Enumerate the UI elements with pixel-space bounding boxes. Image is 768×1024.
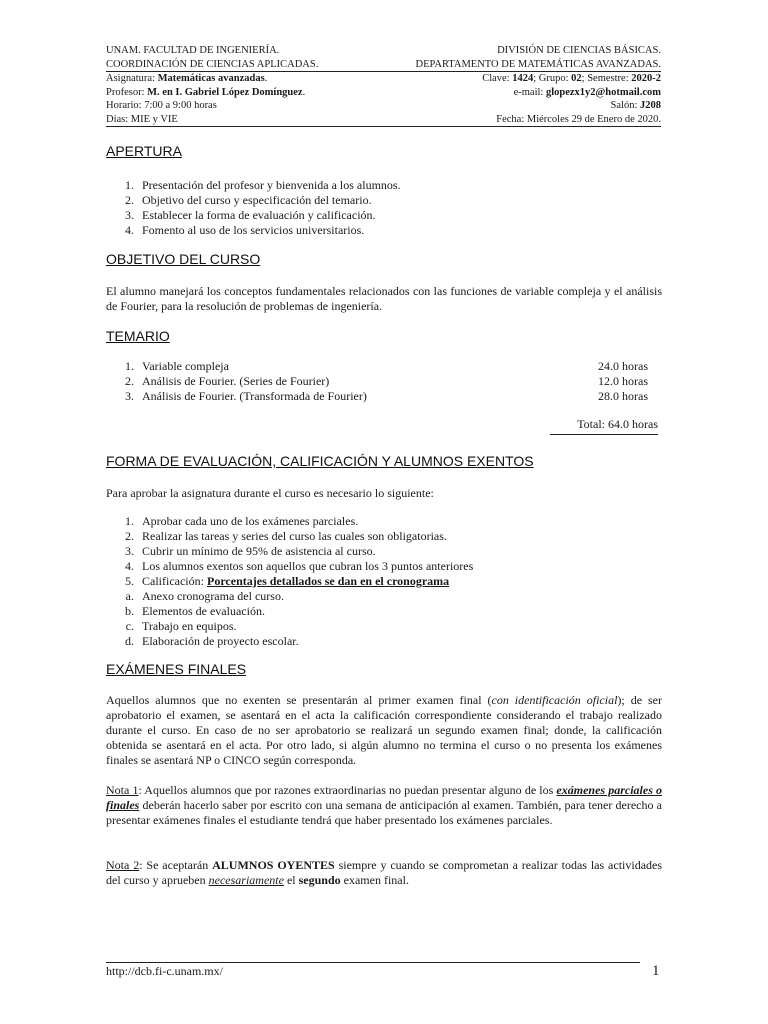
temario-total: Total: 64.0 horas xyxy=(577,417,658,431)
temario-row: 2. Análisis de Fourier. (Series de Fourier) 12.0 horas xyxy=(125,374,648,388)
clave-value: 1424 xyxy=(512,73,534,84)
fecha-text: Fecha: Miércoles 29 de Enero de 2020. xyxy=(496,113,661,125)
list-item: 2. Objetivo del curso y especificación del temario. xyxy=(125,193,372,207)
temario-list xyxy=(106,359,648,404)
email-value[interactable]: glopezx1y2@hotmail.com xyxy=(545,86,661,98)
salon-label: Salón: xyxy=(610,100,640,111)
clave-label: Clave: xyxy=(482,73,513,84)
header-coordination: COORDINACIÓN DE CIENCIAS APLICADAS. xyxy=(106,58,319,70)
asignatura-label: Asignatura: xyxy=(106,73,158,84)
list-item: 1. Aprobar cada uno de los exámenes parciales. xyxy=(125,514,359,528)
list-item: 4. Los alumnos exentos son aquellos que cubran los 3 puntos anteriores xyxy=(125,559,474,573)
objetivo-title: OBJETIVO DEL CURSO xyxy=(106,251,261,267)
list-item: 2. Realizar las tareas y series del curso las cuales son obligatorias. xyxy=(125,529,447,543)
evaluacion-title: FORMA DE EVALUACIÓN, CALIFICACIÓN Y ALUMNOS EXENTOS xyxy=(106,453,534,469)
cronograma-note: Porcentajes detallados se dan en el cronograma xyxy=(206,574,450,588)
list-item: 5. Calificación: Porcentajes detallados se dan en el cronograma xyxy=(125,574,450,588)
footer-divider xyxy=(106,962,640,963)
header-department: DEPARTAMENTO DE MATEMÁTICAS AVANZADAS. xyxy=(415,58,661,70)
sub-list-item: b. Elementos de evaluación. xyxy=(125,604,265,618)
grupo-value: 02 xyxy=(571,73,582,84)
list-item: 1. Presentación del profesor y bienvenida a los alumnos. xyxy=(125,178,401,192)
header-division: DIVISIÓN DE CIENCIAS BÁSICAS. xyxy=(497,45,661,56)
page-number: 1 xyxy=(652,963,660,979)
sub-list-item: d. Elaboración de proyecto escolar. xyxy=(125,634,299,648)
list-item: 3. Establecer la forma de evaluación y calificación. xyxy=(125,208,376,222)
total-underline xyxy=(550,434,658,435)
nota2-paragraph: Nota 2: Se aceptarán ALUMNOS OYENTES siempre y cuando se comprometan a realizar todas las actividades del curso y aprueben necesariamente el segundo examen final. xyxy=(106,858,663,887)
profesor-value: M. en I. Gabriel López Domínguez xyxy=(147,86,303,98)
email-label: e-mail: xyxy=(513,86,546,98)
salon-value: J208 xyxy=(640,100,661,111)
finales-paragraph: Aquellos alumnos que no exenten se presentarán al primer examen final (con identificación oficial); de ser aprobatorio el examen, se asentará en el acta la calificación correspondiente considerando el trabajo realizado durante el curso. En caso de no ser aprobatorio se realizará un segundo examen final; donde, la calificación obtenida se asentará en el acta. Por otro lado, si algún alumno no termina el curso o no presenta los exámenes finales se asentará NP o CINCO según corresponda. xyxy=(106,693,662,767)
footer-url[interactable]: http://dcb.fi-c.unam.mx/ xyxy=(106,964,223,978)
semestre-label: ; Semestre: xyxy=(581,73,632,84)
asignatura-value: Matemáticas avanzadas xyxy=(157,73,265,84)
header-institution: UNAM. FACULTAD DE INGENIERÍA. xyxy=(106,45,280,56)
dias-text: Días: MIE y VIE xyxy=(106,113,178,125)
temario-row: 3. Análisis de Fourier. (Transformada de Fourier) 28.0 horas xyxy=(125,389,648,403)
profesor-label: Profesor: xyxy=(106,86,148,98)
list-item: 3. Cubrir un mínimo de 95% de asistencia al curso. xyxy=(125,544,376,558)
grupo-label: ; Grupo: xyxy=(533,73,572,84)
apertura-list xyxy=(106,178,662,238)
evaluacion-intro: Para aprobar la asignatura durante el curso es necesario lo siguiente: xyxy=(106,486,434,500)
temario-title: TEMARIO xyxy=(106,328,170,344)
finales-title: EXÁMENES FINALES xyxy=(106,661,247,677)
semestre-value: 2020-2 xyxy=(631,73,661,84)
course-info: Asignatura: Matemáticas avanzadas. Clave: 1424; Grupo: 02; Semestre: 2020-2 Profesor: M. en I. Gabriel López Domínguez. e-mail: glopezx1y2@hotmail.com Horario: 7:00 a 9:00 horas Salón: J208 Días: MIE y VIE Fecha: Miércoles 29 de Enero de 2020. xyxy=(106,73,661,125)
info-divider xyxy=(106,126,661,127)
temario-row: 1. Variable compleja 24.0 horas xyxy=(125,359,648,373)
sub-list-item: c. Trabajo en equipos. xyxy=(125,619,237,633)
apertura-title: APERTURA xyxy=(106,143,182,159)
sub-list-item: a. Anexo cronograma del curso. xyxy=(125,589,284,603)
list-item: 4. Fomento al uso de los servicios universitarios. xyxy=(125,223,365,237)
horario-text: Horario: 7:00 a 9:00 horas xyxy=(106,100,217,111)
evaluacion-list xyxy=(106,514,662,649)
objetivo-text: El alumno manejará los conceptos fundamentales relacionados con las funciones de variable compleja y el análisis de Fourier, para la resolución de problemas de ingeniería. xyxy=(106,284,662,313)
nota1-paragraph: Nota 1: Aquellos alumnos que por razones extraordinarias no puedan presentar alguno de los exámenes parciales o finales deberán hacerlo saber por escrito con una semana de anticipación al examen. También, para tener derecho a presentar exámenes finales el estudiante tendrá que haber presentado los exámenes parciales. xyxy=(106,783,663,827)
page-header xyxy=(106,44,661,71)
